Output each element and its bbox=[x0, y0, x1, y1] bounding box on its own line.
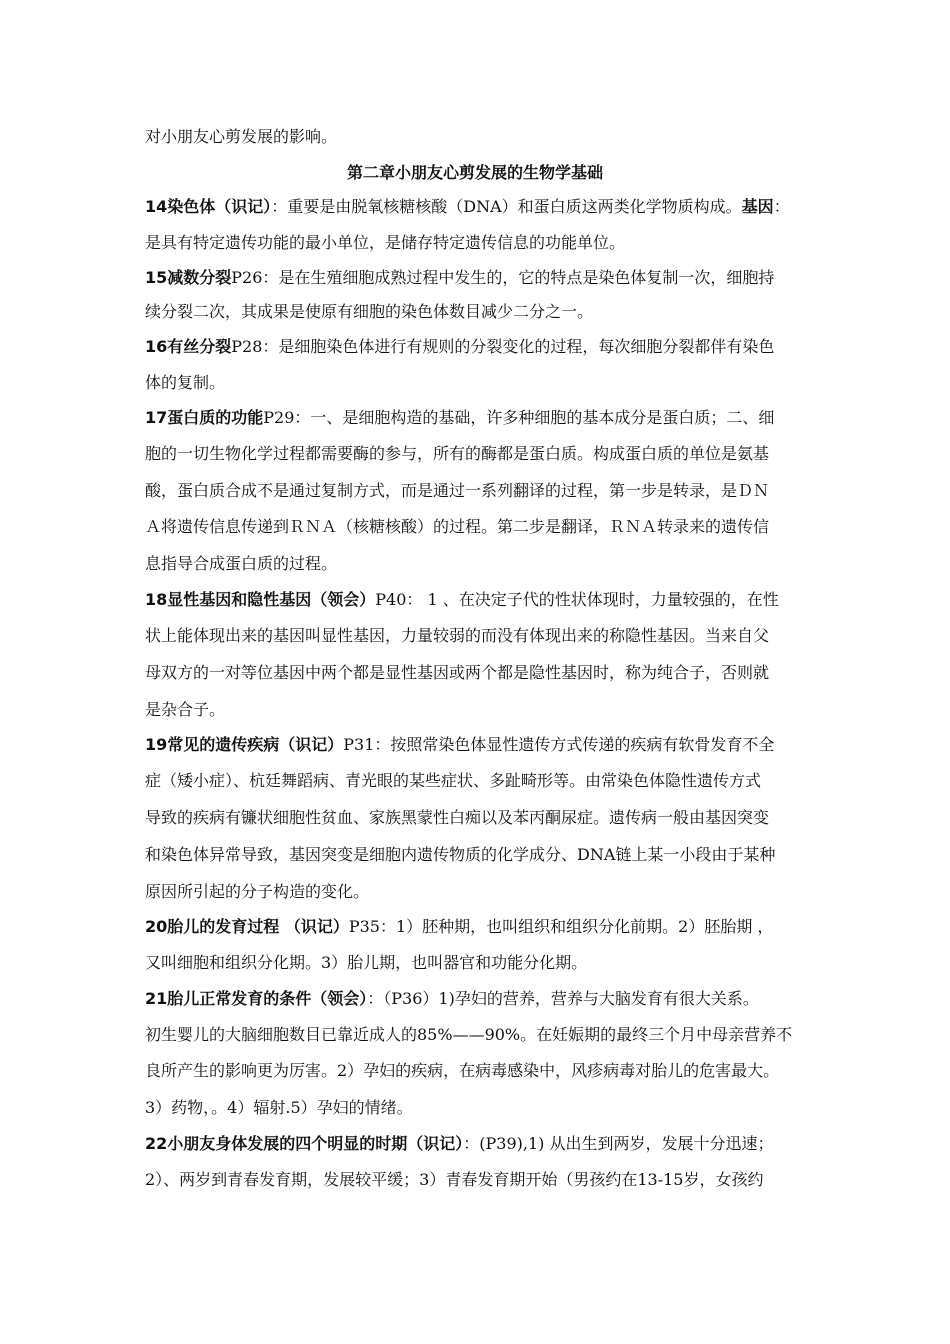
text-line: 19常见的遗传疾病（识记）P31：按照常染色体显性遗传方式传递的疾病有软骨发育不全 bbox=[145, 735, 775, 754]
text-line: 症（矮小症）、杭廷舞蹈病、青光眼的某些症状、多趾畸形等。由常染色体隐性遗传方式 bbox=[145, 771, 762, 790]
text-line: 又叫细胞和组织分化期。3）胎儿期，也叫器官和功能分化期。 bbox=[145, 953, 588, 972]
text-line: 息指导合成蛋白质的过程。 bbox=[145, 554, 338, 573]
text-line: 22小朋友身体发展的四个明显的时期（识记）：(P39),1) 从出生到两岁，发展十分迅速； bbox=[145, 1134, 774, 1153]
text-line: 胞的一切生物化学过程都需要酶的参与，所有的酶都是蛋白质。构成蛋白质的单位是氨基 bbox=[145, 444, 770, 463]
term-heading: 15减数分裂 bbox=[145, 268, 232, 287]
text-line: 体的复制。 bbox=[145, 373, 226, 392]
text-line: 母双方的一对等位基因中两个都是显性基因或两个都是隐性基因时，称为纯合子，否则就 bbox=[145, 663, 770, 682]
text-line: 续分裂二次，其成果是使原有细胞的染色体数目减少二分之一。 bbox=[145, 302, 594, 321]
text-line: 导致的疾病有镰状细胞性贫血、家族黑蒙性白痴以及苯丙酮尿症。遗传病一般由基因突变 bbox=[145, 808, 770, 827]
text-line: 对小朋友心剪发展的影响。 bbox=[145, 127, 338, 146]
term-heading: 21胎儿正常发育的条件（领会） bbox=[145, 989, 368, 1008]
text-line: 良所产生的影响更为厉害。2）孕妇的疾病，在病毒感染中，风疹病毒对胎儿的危害最大。 bbox=[145, 1061, 780, 1080]
text-line: 15减数分裂P26：是在生殖细胞成熟过程中发生的，它的特点是染色体复制一次，细胞持 bbox=[145, 268, 775, 287]
text-line: 状上能体现出来的基因叫显性基因，力量较弱的而没有体现出来的称隐性基因。当来自父 bbox=[145, 626, 770, 645]
term-heading: 基因 bbox=[741, 197, 774, 216]
term-heading: 18显性基因和隐性基因（领会） bbox=[145, 590, 376, 609]
term-heading: 16有丝分裂 bbox=[145, 337, 232, 356]
text-line: 20胎儿的发育过程 （识记）P35：1）胚种期，也叫组织和组织分化前期。2）胚胎期 ， bbox=[145, 917, 774, 936]
text-line: 18显性基因和隐性基因（领会）P40： 1 、在决定子代的性状体现时，力量较强的，在性 bbox=[145, 590, 779, 609]
text-line: 和染色体异常导致，基因突变是细胞内遗传物质的化学成分、DNA链上某一小段由于某种 bbox=[145, 845, 776, 864]
text-line: Ａ将遗传信息传递到ＲＮＡ（核糖核酸）的过程。第二步是翻译，ＲＮＡ转录来的遗传信 bbox=[145, 517, 770, 536]
text-line: 3）药物，。4）辐射.5）孕妇的情绪。 bbox=[145, 1098, 413, 1117]
text-line: 是杂合子。 bbox=[145, 700, 226, 719]
term-heading: 14染色体（识记） bbox=[145, 197, 272, 216]
text-line: 是具有特定遗传功能的最小单位，是储存特定遗传信息的功能单位。 bbox=[145, 233, 626, 252]
chapter-title: 第二章小朋友心剪发展的生物学基础 bbox=[346, 163, 603, 182]
term-heading: 19常见的遗传疾病（识记） bbox=[145, 735, 344, 754]
text-line: 17蛋白质的功能P29：一、是细胞构造的基础，许多种细胞的基本成分是蛋白质；二、细 bbox=[145, 408, 775, 427]
text-line: 21胎儿正常发育的条件（领会）：（P36）1)孕妇的营养，营养与大脑发育有很大关系。 bbox=[145, 989, 759, 1008]
term-heading: 22小朋友身体发展的四个明显的时期（识记） bbox=[145, 1134, 464, 1153]
text-line: 14染色体（识记）：重要是由脱氧核糖核酸（DNA）和蛋白质这两类化学物质构成。基因： bbox=[145, 197, 790, 216]
text-line: 16有丝分裂P28：是细胞染色体进行有规则的分裂变化的过程，每次细胞分裂都伴有染色 bbox=[145, 337, 775, 356]
text-line: 原因所引起的分子构造的变化。 bbox=[145, 882, 370, 901]
term-heading: 20胎儿的发育过程 （识记） bbox=[145, 917, 349, 936]
text-line: 初生婴儿的大脑细胞数目已靠近成人的85%——90%。在妊娠期的最终三个月中母亲营养不 bbox=[145, 1025, 793, 1044]
term-heading: 17蛋白质的功能 bbox=[145, 408, 264, 427]
text-line: 2）、两岁到青春发育期，发展较平缓；3）青春发育期开始（男孩约在13-15岁，女孩约 bbox=[145, 1170, 764, 1189]
text-line: 酸，蛋白质合成不是通过复制方式，而是通过一系列翻译的过程，第一步是转录，是ＤＮ bbox=[145, 481, 770, 500]
